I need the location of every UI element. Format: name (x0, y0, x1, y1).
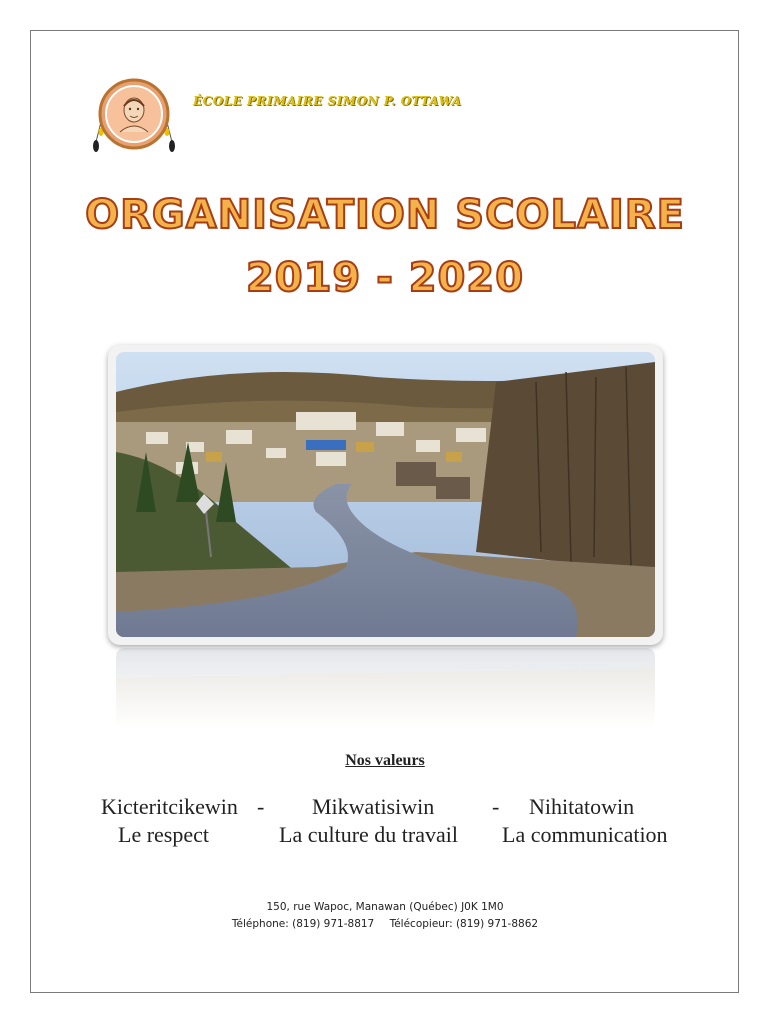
values-heading: Nos valeurs (345, 752, 425, 769)
contact-line (0, 918, 770, 930)
separator-1: - (257, 794, 265, 819)
value-3-french: La communication (502, 822, 668, 847)
document-title: ORGANISATION SCOLAIRE (85, 192, 685, 238)
value-2-french: La culture du travail (279, 822, 458, 847)
value-1-french: Le respect (118, 822, 209, 847)
value-3-atikamekw: Nihitatowin (529, 794, 635, 819)
school-logo (88, 76, 180, 158)
school-year: 2019 - 2020 (245, 255, 525, 301)
photo-reflection (116, 648, 655, 728)
school-address: 150, rue Wapoc, Manawan (Québec) J0K 1M0 (266, 901, 504, 913)
value-1-atikamekw: Kicteritcikewin (101, 794, 238, 819)
separator-2: - (492, 794, 500, 819)
value-2-atikamekw: Mikwatisiwin (312, 794, 435, 819)
fax-number: Télécopieur: (819) 971-8862 (389, 918, 539, 930)
phone-number: Téléphone: (819) 971-8817 (231, 918, 375, 930)
school-name: ÉCOLE PRIMAIRE SIMON P. OTTAWA (193, 94, 462, 108)
village-photo (116, 352, 655, 637)
